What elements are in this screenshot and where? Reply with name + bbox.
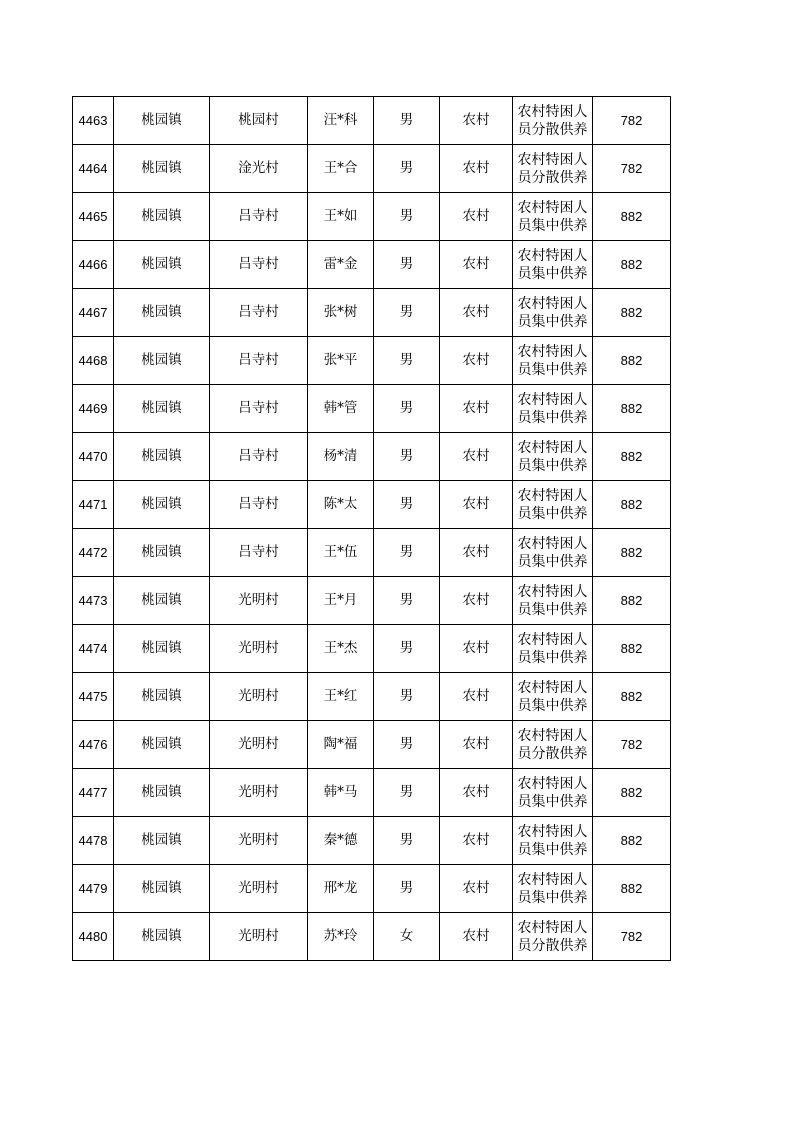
town-cell: 桃园镇 — [114, 481, 210, 529]
serial-number-cell: 4474 — [73, 625, 114, 673]
town-cell: 桃园镇 — [114, 721, 210, 769]
gender-cell: 男 — [374, 385, 440, 433]
town-cell: 桃园镇 — [114, 337, 210, 385]
person-name-cell: 王*杰 — [308, 625, 374, 673]
table-row — [73, 673, 671, 721]
person-name-cell: 苏*玲 — [308, 913, 374, 961]
area-type-cell: 农村 — [440, 529, 513, 577]
serial-number-cell: 4468 — [73, 337, 114, 385]
town-cell: 桃园镇 — [114, 97, 210, 145]
person-name-cell: 韩*管 — [308, 385, 374, 433]
area-type-cell: 农村 — [440, 673, 513, 721]
serial-number-cell: 4479 — [73, 865, 114, 913]
serial-number-cell: 4475 — [73, 673, 114, 721]
village-cell: 光明村 — [210, 721, 308, 769]
support-category-line-1: 农村特困人 — [517, 151, 588, 168]
subsidy-amount-cell: 882 — [593, 337, 671, 385]
subsidy-amount-cell: 882 — [593, 577, 671, 625]
subsidy-amount-cell: 882 — [593, 865, 671, 913]
village-cell: 吕寺村 — [210, 241, 308, 289]
area-type-cell: 农村 — [440, 769, 513, 817]
table-row — [73, 145, 671, 193]
support-category-line-2: 员集中供养 — [517, 505, 588, 522]
village-cell: 吕寺村 — [210, 529, 308, 577]
area-type-cell: 农村 — [440, 577, 513, 625]
table-row — [73, 97, 671, 145]
support-category-line-2: 员集中供养 — [517, 601, 588, 618]
support-category-line-1: 农村特困人 — [517, 487, 588, 504]
table-row — [73, 385, 671, 433]
person-name-cell: 王*合 — [308, 145, 374, 193]
village-cell: 吕寺村 — [210, 433, 308, 481]
table-row — [73, 481, 671, 529]
table-row — [73, 817, 671, 865]
area-type-cell: 农村 — [440, 97, 513, 145]
support-category-cell — [513, 241, 593, 289]
support-category-line-1: 农村特困人 — [517, 583, 588, 600]
support-category-line-1: 农村特困人 — [517, 727, 588, 744]
gender-cell: 男 — [374, 673, 440, 721]
area-type-cell: 农村 — [440, 625, 513, 673]
support-category-line-1: 农村特困人 — [517, 247, 588, 264]
subsidy-amount-cell: 882 — [593, 193, 671, 241]
support-category-line-1: 农村特困人 — [517, 535, 588, 552]
support-category-cell — [513, 673, 593, 721]
gender-cell: 男 — [374, 721, 440, 769]
person-name-cell: 陈*太 — [308, 481, 374, 529]
support-category-line-2: 员分散供养 — [517, 169, 588, 186]
gender-cell: 男 — [374, 145, 440, 193]
town-cell: 桃园镇 — [114, 913, 210, 961]
table-row — [73, 577, 671, 625]
subsidy-amount-cell: 882 — [593, 385, 671, 433]
support-category-cell — [513, 481, 593, 529]
gender-cell: 男 — [374, 97, 440, 145]
support-category-line-2: 员分散供养 — [517, 937, 588, 954]
table-row — [73, 289, 671, 337]
serial-number-cell: 4463 — [73, 97, 114, 145]
support-category-line-1: 农村特困人 — [517, 679, 588, 696]
serial-number-cell: 4480 — [73, 913, 114, 961]
support-category-cell — [513, 625, 593, 673]
support-category-line-1: 农村特困人 — [517, 871, 588, 888]
gender-cell: 男 — [374, 769, 440, 817]
support-category-line-2: 员集中供养 — [517, 265, 588, 282]
support-category-line-1: 农村特困人 — [517, 391, 588, 408]
support-category-cell — [513, 913, 593, 961]
village-cell: 光明村 — [210, 913, 308, 961]
support-category-line-2: 员集中供养 — [517, 217, 588, 234]
serial-number-cell: 4476 — [73, 721, 114, 769]
town-cell: 桃园镇 — [114, 289, 210, 337]
table-row — [73, 721, 671, 769]
village-cell: 光明村 — [210, 577, 308, 625]
gender-cell: 男 — [374, 289, 440, 337]
area-type-cell: 农村 — [440, 433, 513, 481]
support-category-cell — [513, 337, 593, 385]
town-cell: 桃园镇 — [114, 769, 210, 817]
support-category-line-2: 员集中供养 — [517, 361, 588, 378]
support-category-line-1: 农村特困人 — [517, 631, 588, 648]
person-name-cell: 王*如 — [308, 193, 374, 241]
area-type-cell: 农村 — [440, 913, 513, 961]
table-row — [73, 193, 671, 241]
gender-cell: 男 — [374, 817, 440, 865]
table-row — [73, 433, 671, 481]
village-cell: 光明村 — [210, 817, 308, 865]
support-category-cell — [513, 577, 593, 625]
table-row — [73, 337, 671, 385]
town-cell: 桃园镇 — [114, 385, 210, 433]
village-cell: 吕寺村 — [210, 337, 308, 385]
subsidy-amount-cell: 882 — [593, 769, 671, 817]
subsidy-amount-cell: 782 — [593, 913, 671, 961]
table-row — [73, 529, 671, 577]
support-category-line-2: 员分散供养 — [517, 121, 588, 138]
area-type-cell: 农村 — [440, 289, 513, 337]
gender-cell: 男 — [374, 865, 440, 913]
support-category-cell — [513, 721, 593, 769]
person-name-cell: 张*树 — [308, 289, 374, 337]
gender-cell: 男 — [374, 241, 440, 289]
support-category-cell — [513, 97, 593, 145]
gender-cell: 男 — [374, 337, 440, 385]
village-cell: 光明村 — [210, 625, 308, 673]
table-body — [73, 97, 671, 961]
town-cell: 桃园镇 — [114, 241, 210, 289]
village-cell: 吕寺村 — [210, 385, 308, 433]
serial-number-cell: 4465 — [73, 193, 114, 241]
town-cell: 桃园镇 — [114, 625, 210, 673]
serial-number-cell: 4477 — [73, 769, 114, 817]
area-type-cell: 农村 — [440, 241, 513, 289]
support-category-line-2: 员分散供养 — [517, 745, 588, 762]
support-category-line-2: 员集中供养 — [517, 457, 588, 474]
table-row — [73, 241, 671, 289]
support-category-cell — [513, 769, 593, 817]
subsidy-amount-cell: 782 — [593, 721, 671, 769]
person-name-cell: 汪*科 — [308, 97, 374, 145]
town-cell: 桃园镇 — [114, 529, 210, 577]
person-name-cell: 陶*福 — [308, 721, 374, 769]
support-category-line-2: 员集中供养 — [517, 313, 588, 330]
person-name-cell: 王*月 — [308, 577, 374, 625]
gender-cell: 男 — [374, 625, 440, 673]
table-row — [73, 913, 671, 961]
subsidy-amount-cell: 882 — [593, 433, 671, 481]
village-cell: 桃园村 — [210, 97, 308, 145]
town-cell: 桃园镇 — [114, 817, 210, 865]
support-category-cell — [513, 193, 593, 241]
subsidy-amount-cell: 882 — [593, 241, 671, 289]
support-category-line-1: 农村特困人 — [517, 439, 588, 456]
support-category-line-1: 农村特困人 — [517, 823, 588, 840]
subsidy-amount-cell: 882 — [593, 673, 671, 721]
town-cell: 桃园镇 — [114, 577, 210, 625]
area-type-cell: 农村 — [440, 145, 513, 193]
serial-number-cell: 4469 — [73, 385, 114, 433]
serial-number-cell: 4473 — [73, 577, 114, 625]
support-category-cell — [513, 385, 593, 433]
person-name-cell: 杨*清 — [308, 433, 374, 481]
person-name-cell: 张*平 — [308, 337, 374, 385]
table-row — [73, 769, 671, 817]
subsidy-amount-cell: 882 — [593, 529, 671, 577]
person-name-cell: 秦*德 — [308, 817, 374, 865]
serial-number-cell: 4470 — [73, 433, 114, 481]
support-category-line-1: 农村特困人 — [517, 775, 588, 792]
village-cell: 吕寺村 — [210, 289, 308, 337]
serial-number-cell: 4478 — [73, 817, 114, 865]
support-category-line-2: 员集中供养 — [517, 841, 588, 858]
support-category-line-1: 农村特困人 — [517, 199, 588, 216]
support-category-cell — [513, 865, 593, 913]
town-cell: 桃园镇 — [114, 433, 210, 481]
village-cell: 淦光村 — [210, 145, 308, 193]
support-category-cell — [513, 817, 593, 865]
person-name-cell: 王*红 — [308, 673, 374, 721]
support-category-cell — [513, 529, 593, 577]
support-category-line-2: 员集中供养 — [517, 409, 588, 426]
person-name-cell: 王*伍 — [308, 529, 374, 577]
village-cell: 光明村 — [210, 673, 308, 721]
subsidy-amount-cell: 782 — [593, 97, 671, 145]
serial-number-cell: 4471 — [73, 481, 114, 529]
area-type-cell: 农村 — [440, 385, 513, 433]
beneficiary-table — [72, 96, 671, 961]
support-category-line-2: 员集中供养 — [517, 649, 588, 666]
support-category-cell — [513, 289, 593, 337]
village-cell: 吕寺村 — [210, 481, 308, 529]
town-cell: 桃园镇 — [114, 193, 210, 241]
support-category-cell — [513, 145, 593, 193]
person-name-cell: 雷*金 — [308, 241, 374, 289]
support-category-line-1: 农村特困人 — [517, 103, 588, 120]
gender-cell: 男 — [374, 481, 440, 529]
village-cell: 吕寺村 — [210, 193, 308, 241]
gender-cell: 男 — [374, 577, 440, 625]
town-cell: 桃园镇 — [114, 145, 210, 193]
village-cell: 光明村 — [210, 769, 308, 817]
gender-cell: 男 — [374, 433, 440, 481]
gender-cell: 女 — [374, 913, 440, 961]
support-category-line-1: 农村特困人 — [517, 295, 588, 312]
support-category-line-2: 员集中供养 — [517, 889, 588, 906]
subsidy-amount-cell: 882 — [593, 625, 671, 673]
area-type-cell: 农村 — [440, 721, 513, 769]
support-category-line-1: 农村特困人 — [517, 343, 588, 360]
support-category-line-1: 农村特困人 — [517, 919, 588, 936]
subsidy-amount-cell: 782 — [593, 145, 671, 193]
support-category-cell — [513, 433, 593, 481]
area-type-cell: 农村 — [440, 337, 513, 385]
table-row — [73, 625, 671, 673]
subsidy-amount-cell: 882 — [593, 817, 671, 865]
subsidy-amount-cell: 882 — [593, 481, 671, 529]
area-type-cell: 农村 — [440, 481, 513, 529]
area-type-cell: 农村 — [440, 817, 513, 865]
person-name-cell: 韩*马 — [308, 769, 374, 817]
area-type-cell: 农村 — [440, 193, 513, 241]
table-row — [73, 865, 671, 913]
town-cell: 桃园镇 — [114, 865, 210, 913]
area-type-cell: 农村 — [440, 865, 513, 913]
support-category-line-2: 员集中供养 — [517, 793, 588, 810]
subsidy-amount-cell: 882 — [593, 289, 671, 337]
gender-cell: 男 — [374, 193, 440, 241]
village-cell: 光明村 — [210, 865, 308, 913]
support-category-line-2: 员集中供养 — [517, 697, 588, 714]
town-cell: 桃园镇 — [114, 673, 210, 721]
serial-number-cell: 4472 — [73, 529, 114, 577]
person-name-cell: 邢*龙 — [308, 865, 374, 913]
gender-cell: 男 — [374, 529, 440, 577]
serial-number-cell: 4464 — [73, 145, 114, 193]
support-category-line-2: 员集中供养 — [517, 553, 588, 570]
serial-number-cell: 4466 — [73, 241, 114, 289]
serial-number-cell: 4467 — [73, 289, 114, 337]
